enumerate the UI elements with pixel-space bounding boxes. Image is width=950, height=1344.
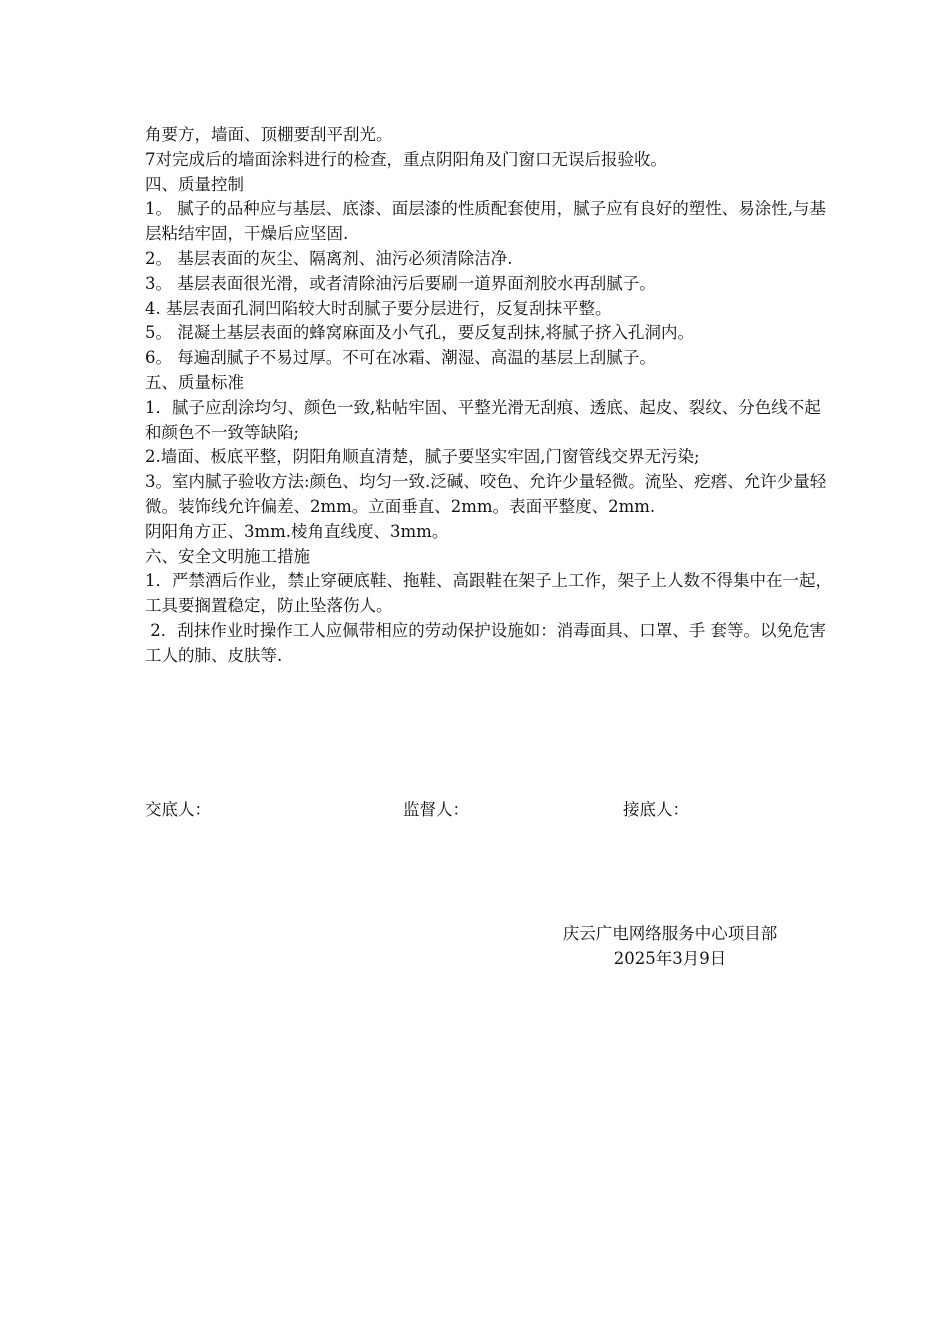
body-line-continuation: 角要方，墙面、顶棚要刮平刮光。 <box>145 125 393 144</box>
quality-control-item-1: 1。 腻子的品种应与基层、底漆、面层漆的性质配套使用，腻子应有良好的塑性、易涂性,与基层粘结牢固，干燥后应坚固. <box>145 199 826 244</box>
section-heading-safety: 六、安全文明施工措施 <box>145 546 310 566</box>
quality-control-item-6: 6。 每遍刮腻子不易过厚。不可在冰霜、潮湿、高温的基层上刮腻子。 <box>145 348 656 368</box>
quality-control-item-5: 5。 混凝土基层表面的蜂窝麻面及小气孔，要反复刮抹,将腻子挤入孔洞内。 <box>145 323 694 343</box>
section-heading-quality-standard: 五、质量标准 <box>145 372 244 392</box>
signature-supervisor-label: 监督人： <box>403 800 469 819</box>
document-footer <box>530 921 810 971</box>
safety-item-1: 1．严禁酒后作业，禁止穿硬底鞋、拖鞋、高跟鞋在架子上工作，架子上人数不得集中在一起，工具要搁置稳定，防止坠落伤人。 <box>145 571 832 616</box>
body-line-step-7: 7对完成后的墙面涂料进行的检查，重点阴阳角及门窗口无误后报验收。 <box>145 149 667 169</box>
safety-item-2: 2．刮抹作业时操作工人应佩带相应的劳动保护设施如：消毒面具、口罩、手 套等。以免危害工人的肺、皮肤等. <box>145 620 826 665</box>
signature-handover-label: 交底人： <box>145 800 211 819</box>
quality-control-item-2: 2。 基层表面的灰尘、隔离剂、油污必须清除洁净. <box>145 248 513 268</box>
document-body <box>145 123 835 669</box>
footer-date: 2025年3月9日 <box>613 949 727 968</box>
quality-standard-item-1: 1．腻子应刮涂均匀、颜色一致,粘帖牢固、平整光滑无刮痕、透底、起皮、裂纹、分色线不起和颜色不一致等缺陷; <box>145 397 821 442</box>
section-heading-quality-control: 四、质量控制 <box>145 174 244 194</box>
quality-standard-item-3-continued: 阴阳角方正、3mm.棱角直线度、3mm。 <box>145 521 449 541</box>
quality-control-item-4: 4. 基层表面孔洞凹陷较大时刮腻子要分层进行，反复刮抹平整。 <box>145 298 612 318</box>
quality-control-item-3: 3。 基层表面很光滑，或者清除油污后要刷一道界面剂胶水再刮腻子。 <box>145 273 656 293</box>
quality-standard-item-3: 3。室内腻子验收方法:颜色、均匀一致.泛碱、咬色、允许少量轻微。流坠、疙瘩、允许少量轻微。装饰线允许偏差、2mm。立面垂直、2mm。表面平整度、2mm. <box>145 472 827 516</box>
footer-organization: 庆云广电网络服务中心项目部 <box>562 924 778 943</box>
signature-receiver-label: 接底人： <box>623 800 689 819</box>
quality-standard-item-2: 2.墙面、板底平整，阴阳角顺直清楚，腻子要坚实牢固,门窗管线交界无污染; <box>145 447 700 467</box>
